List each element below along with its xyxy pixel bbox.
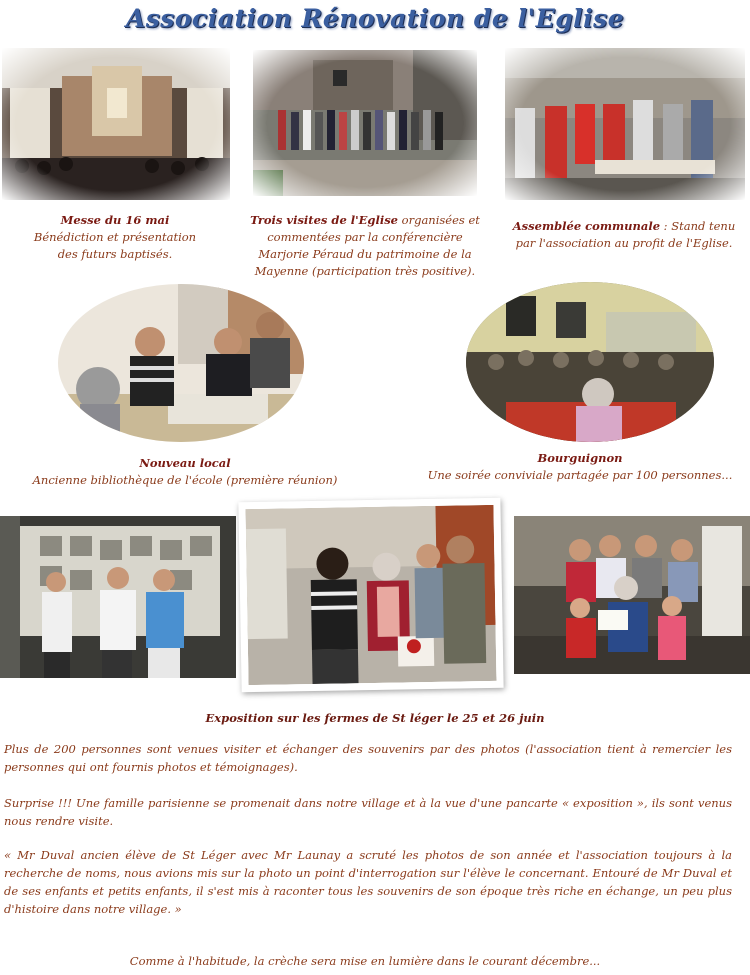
- caption-local-title: Nouveau local: [139, 456, 231, 470]
- photo-messe: [2, 48, 230, 200]
- exposition-title: Exposition sur les fermes de St léger le 25 et 26 juin: [205, 711, 545, 725]
- caption-local-line1: Ancienne bibliothèque de l'école (première réunion): [32, 473, 338, 487]
- caption-nouveau-local: [10, 455, 360, 489]
- photo-exposition-2: [238, 498, 503, 693]
- caption-visites-rest: organisées et: [398, 213, 480, 227]
- caption-bourguignon: [410, 450, 750, 484]
- caption-messe-title: Messe du 16 mai: [60, 213, 170, 227]
- caption-assemblee-title: Assemblée communale: [512, 219, 661, 233]
- photo-visites: [253, 50, 477, 196]
- photo-assemblee: [505, 48, 745, 200]
- caption-assemblee: [498, 218, 750, 252]
- photo-nouveau-local: [58, 284, 304, 442]
- photo-bourguignon: [466, 282, 714, 442]
- exposition-paragraph-3: « Mr Duval ancien élève de St Léger avec Mr Launay a scruté les photos de son année et l'association toujours à la recherche de noms, nous avions mis sur la photo un point d'interrogation sur l'élève le concernant. Entouré de Mr Duval et de ses enfants et petits enfants, il s'est mis à raconter tous les souvenirs de son époque très riche en échange, un peu plus d'histoire dans notre village. »: [4, 848, 732, 916]
- caption-visites-line4: Mayenne (participation très positive).: [254, 264, 476, 278]
- caption-visites-line3: Marjorie Péraud du patrimoine de la: [258, 247, 472, 261]
- caption-messe-line2: des futurs baptisés.: [57, 247, 173, 261]
- caption-messe-line1: Bénédiction et présentation: [33, 230, 197, 244]
- photo-exposition-3: [514, 516, 750, 674]
- caption-bourguignon-line1: Une soirée conviviale partagée par 100 personnes...: [427, 468, 733, 482]
- caption-visites-title: Trois visites de l'Eglise: [250, 213, 398, 227]
- page-title: Association Rénovation de l'Eglise: [125, 4, 625, 33]
- caption-assemblee-line2: par l'association au profit de l'Eglise.: [515, 236, 733, 250]
- caption-visites-line2: commentées par la conférencière: [267, 230, 463, 244]
- caption-messe: [10, 212, 220, 263]
- closing-note: Comme à l'habitude, la crèche sera mise en lumière dans le courant décembre...: [129, 954, 601, 968]
- exposition-paragraph-2: Surprise !!! Une famille parisienne se promenait dans notre village et à la vue d'une pancarte « exposition », ils sont venus nous rendre visite.: [4, 796, 732, 828]
- exposition-paragraph-1: Plus de 200 personnes sont venues visiter et échanger des souvenirs par des photos (l'association tient à remercier les personnes qui ont fournis photos et témoignages).: [4, 742, 732, 774]
- caption-visites: [240, 212, 490, 280]
- caption-bourguignon-title: Bourguignon: [537, 451, 623, 465]
- photo-exposition-1: [0, 516, 236, 678]
- caption-assemblee-rest: : Stand tenu: [660, 219, 736, 233]
